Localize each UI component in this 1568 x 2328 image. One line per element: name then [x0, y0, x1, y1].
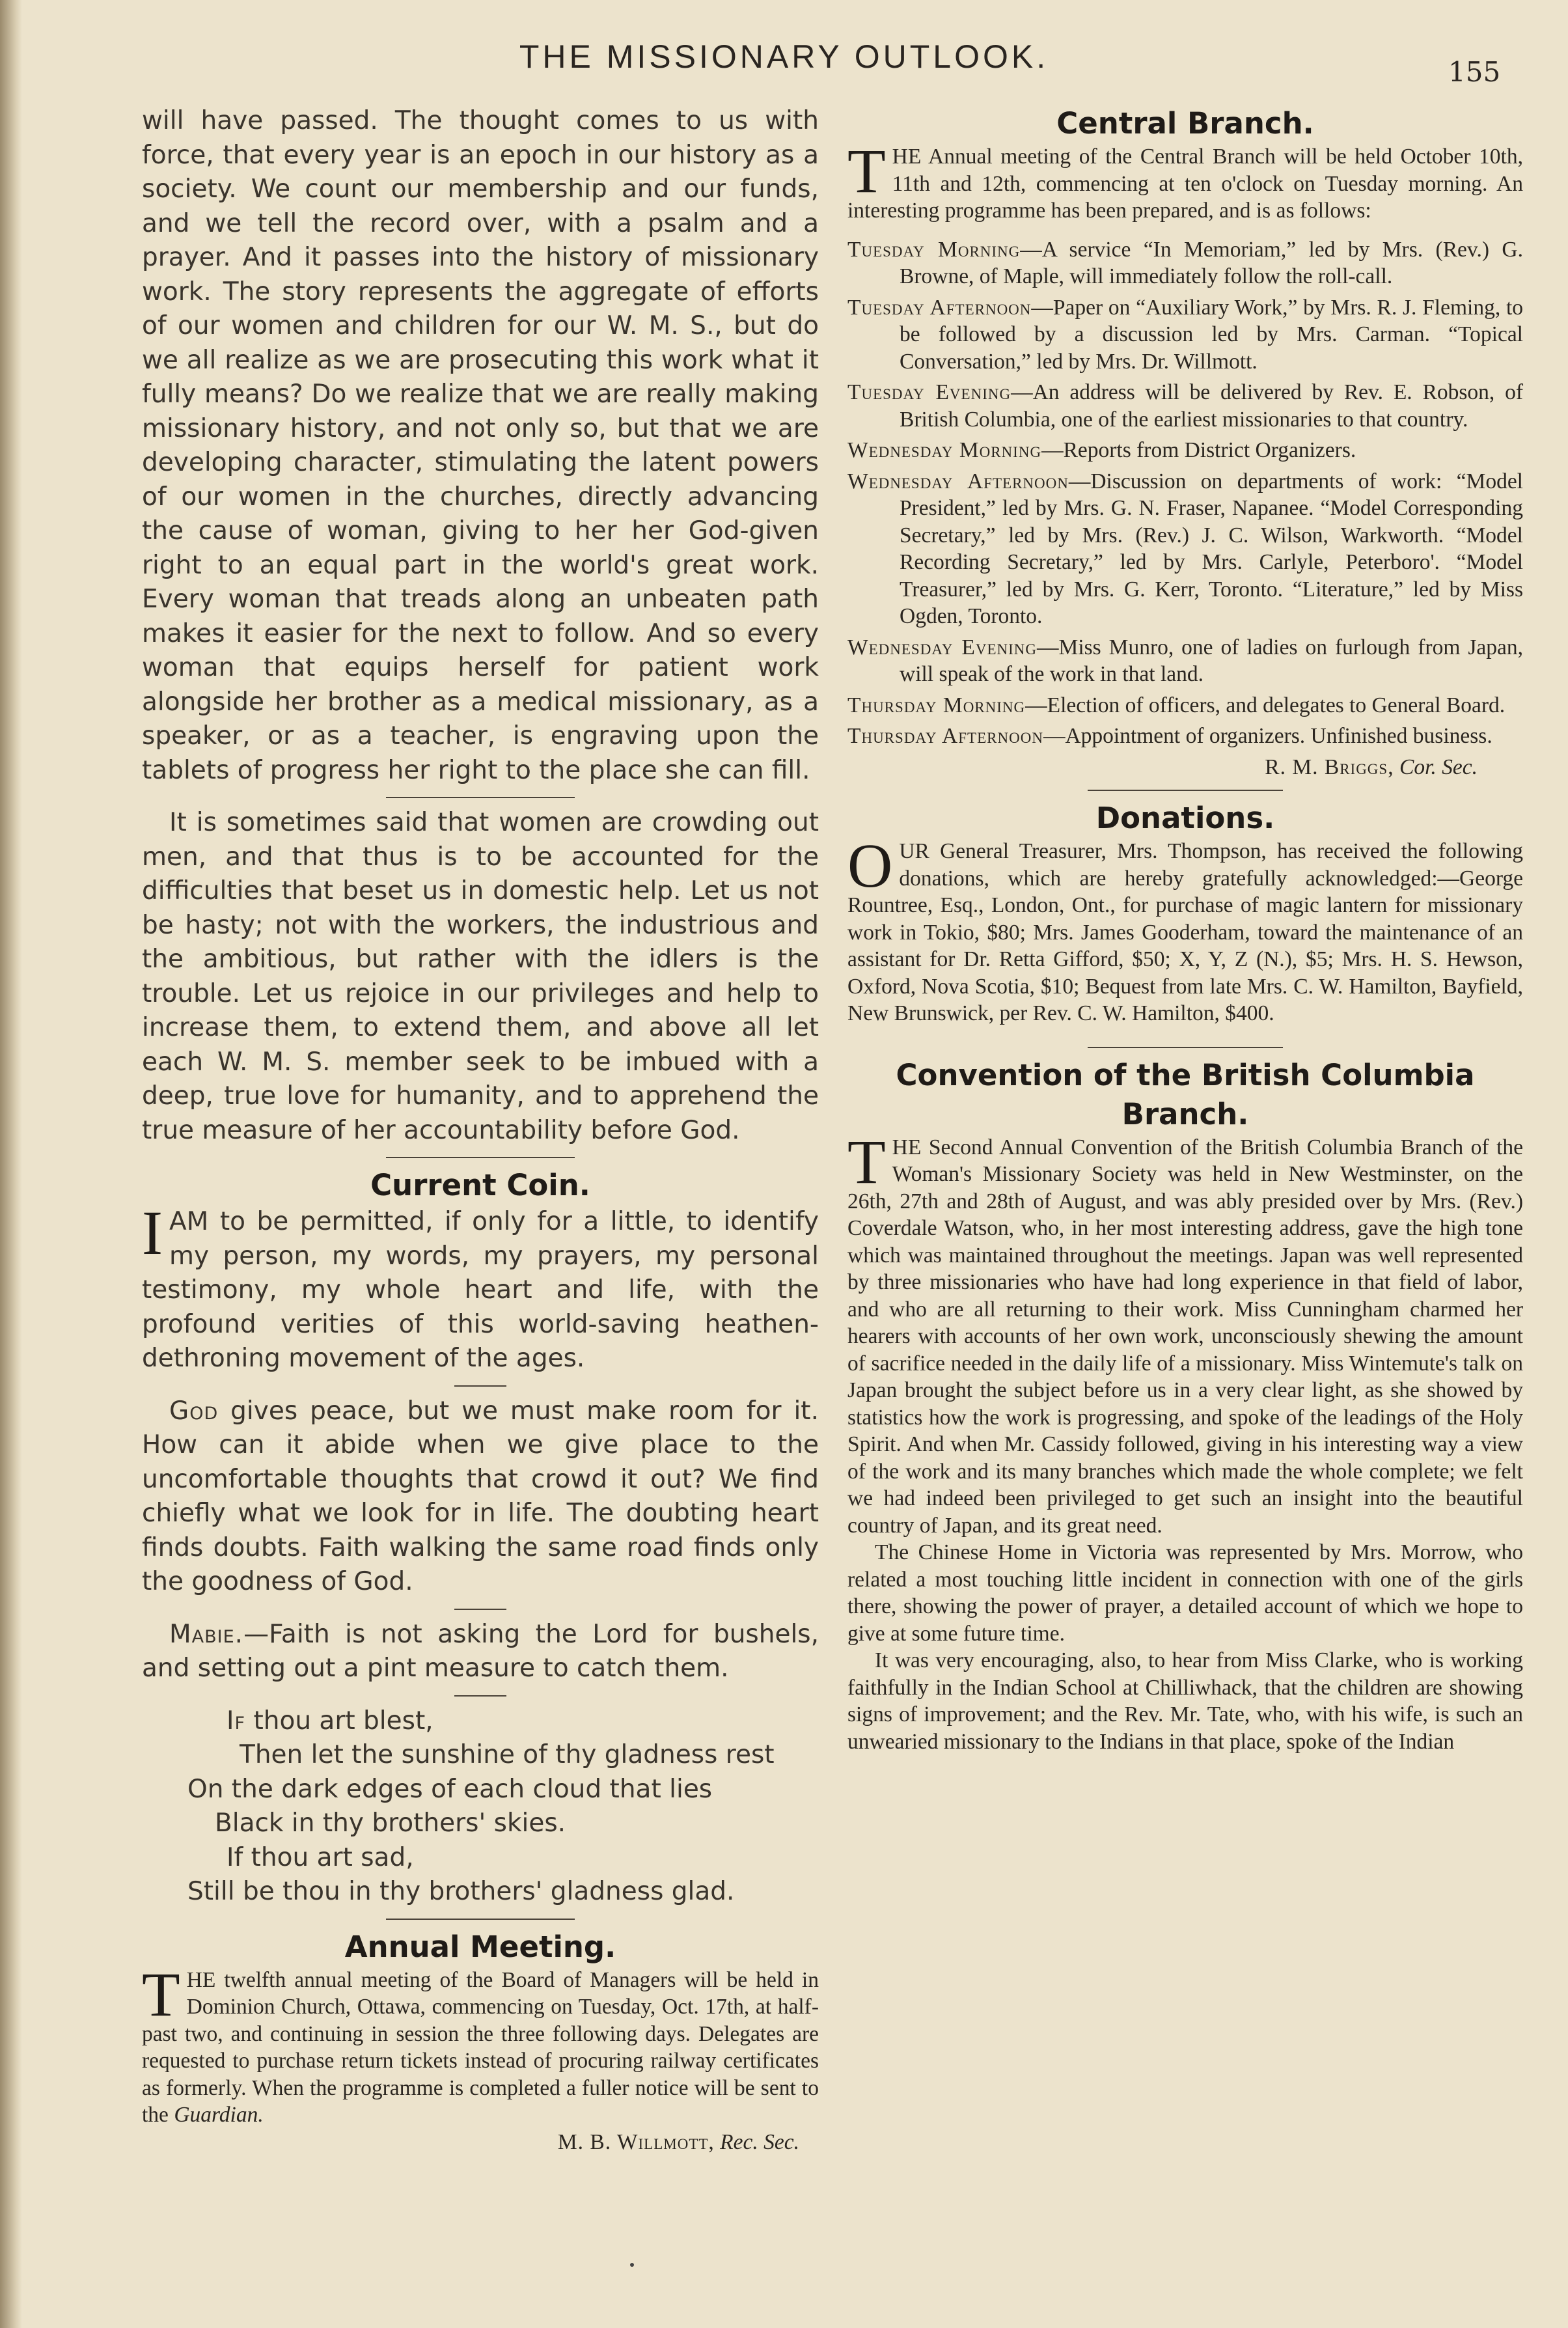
- printer-mark: [630, 2263, 634, 2267]
- section-divider: [386, 1919, 575, 1920]
- section-divider: [386, 797, 575, 798]
- central-branch-signature: R. M. Briggs, Cor. Sec.: [1265, 755, 1478, 779]
- program-item: Tuesday Evening—An address will be delivered by Rev. E. Robson, of British Columbia, one of the earliest missionaries to that country.: [847, 380, 1523, 432]
- program-item: Wednesday Morning—Reports from District Organizers.: [847, 438, 1356, 462]
- intro-paragraph-1: will have passed. The thought comes to us with force, that every year is an epoch in our history as a society. We count our membership and our funds, and we tell the record over, with a psalm and a prayer. And it passes into the history of missionary work. The story represents the aggregate of efforts of our women and children for our W. M. S., but do we all realize as we are prosecuting this work what it fully means? Do we realize that we are really making missionary history, and not only so, but that we are developing character, stimulating the latent powers of our women in the churches, directly advancing the cause of woman, giving to her her God-given right to an equal part in the world's great work. Every woman that treads along an unbeaten path makes it easier for the next to follow. And so every woman that equips herself for patient work alongside her brother as a medical missionary, as a speaker, or as a teacher, is engraving upon the tablets of progress her right to the place she can fill.: [142, 106, 819, 785]
- central-branch-heading: Central Branch.: [1056, 106, 1314, 141]
- donations-heading: Donations.: [1095, 801, 1275, 835]
- program-item: Tuesday Afternoon—Paper on “Auxiliary Work,” by Mrs. R. J. Fleming, to be followed by a discussion led by Mrs. Carman. “Topical Conversation,” led by Mrs. Dr. Willmott.: [847, 295, 1523, 374]
- drop-cap: O: [847, 831, 893, 900]
- convention-paragraph-1: THE Second Annual Convention of the British Columbia Branch of the Woman's Missionary Society was held in New Westminster, on the 26th, 27th and 28th of August, and was ably presided over by Mrs. (Rev.) Coverdale Watson, who, in her most interesting address, gave the high tone which was maintained throughout the meetings. Japan was well represented by three missionaries who have had long experience in that field of labor, and who are all returning to their work. Miss Cunningham charmed her hearers with accounts of her own work, unconsciously shewing the amount of sacrifice needed in the daily life of a missionary. Miss Wintemute's talk on Japan brought the subject before us in a very clear light, as she showed by statistics how the work is progressing, and spoke of the leadings of the Holy Spirit. And when Mr. Cassidy followed, giving in his interesting way a view of the work and its many branches which made the whole complete; we felt we had indeed been privileged to get such an insight into the beautiful country of Japan, and its great need.: [847, 1126, 1523, 1538]
- annual-meeting-paragraph: THE twelfth annual meeting of the Board of Managers will be held in Dominion Church, Ottawa, commencing on Tuesday, Oct. 17th, at half-past two, and continuing in session the three following days. Delegates are requested to purchase return tickets instead of procuring railway certificates as formerly. When the programme is completed a fuller notice will be sent to the Guardian.: [142, 1959, 819, 2127]
- section-divider: [1088, 1047, 1283, 1048]
- convention-paragraph-3: It was very encouraging, also, to hear from Miss Clarke, who is working faithfully in the Indian School at Chilliwhack, that the children are showing signs of improvement; and the Rev. Mr. Tate, who, with his wife, is such an unwearied missionary to the Indians in that place, spoke of the Indian: [847, 1648, 1523, 1754]
- intro-paragraph-2: It is sometimes said that women are crowding out men, and that thus is to be accounted for the difficulties that beset us in domestic help. Let us not be hasty; not with the workers, the industrious and the ambitious, but rather with the idlers is the trouble. Let us rejoice in our privileges and help to increase them, to extend them, and above all let each W. M. S. member seek to be imbued with a deep, true love for humanity, and to apprehend the true measure of her accountability before God.: [142, 808, 819, 1145]
- current-coin-paragraph-2: God gives peace, but we must make room for it. How can it abide when we give place to the uncomfortable thoughts that crowd it out? We find chiefly what we look for in life. The doubting heart finds doubts. Faith walking the same road finds only the goodness of God.: [142, 1396, 819, 1596]
- poem-line: Black in thy brothers' skies.: [215, 1808, 566, 1838]
- poem-line: If thou art blest,: [227, 1706, 433, 1736]
- program-item: Wednesday Evening—Miss Munro, one of ladies on furlough from Japan, will speak of the work in that land.: [847, 635, 1523, 686]
- program-item: Wednesday Afternoon—Discussion on departments of work: “Model President,” led by Mrs. G. N. Fraser, Napanee. “Model Corresponding Secretary,” led by Mrs. (Rev.) J. C. Wilson, Warkworth. “Model Recording Secretary,” led by Mrs. Carlyle, Peterboro'. “Model Treasurer,” led by Mrs. G. Kerr, Toronto. “Literature,” led by Miss Ogden, Toronto.: [847, 469, 1523, 628]
- page-number: 155: [1448, 56, 1501, 88]
- poem-line: Then let the sunshine of thy gladness rest: [240, 1740, 775, 1769]
- drop-cap: T: [847, 1126, 886, 1197]
- program-item: Thursday Morning—Election of officers, and delegates to General Board.: [847, 693, 1506, 717]
- convention-paragraph-2: The Chinese Home in Victoria was represented by Mrs. Morrow, who related a most touching little incident in connection with one of the girls there, showing the power of prayer, a detailed account of which we hope to give at some future time.: [847, 1540, 1523, 1646]
- short-divider: [454, 1385, 506, 1387]
- right-column: [847, 104, 1523, 1755]
- donations-paragraph: OUR General Treasurer, Mrs. Thompson, has received the following donations, which are hereby gratefully acknowledged:—George Rountree, Esq., London, Ont., for purchase of magic lantern for missionary work in Tokio, $80; Mrs. James Gooderham, toward the maintenance of an assistant for Dr. Retta Gifford, $50; X, Y, Z (N.), $5; Mrs. H. S. Hewson, Oxford, Nova Scotia, $10; Bequest from late Mrs. C. W. Hamilton, Bayfield, New Brunswick, per Rev. C. W. Hamilton, $400.: [847, 831, 1523, 1025]
- central-branch-intro: THE Annual meeting of the Central Branch will be held October 10th, 11th and 12th, commencing at ten o'clock on Tuesday morning. An interesting programme has been prepared, and is as follows:: [847, 136, 1523, 223]
- poem-line: Still be thou in thy brothers' gladness glad.: [187, 1877, 735, 1906]
- short-divider: [454, 1695, 506, 1697]
- current-coin-paragraph-3: Mabie.—Faith is not asking the Lord for bushels, and setting out a pint measure to catch them.: [142, 1619, 819, 1683]
- page-edge-shadow: [0, 0, 22, 2328]
- current-coin-paragraph-1: I AM to be permitted, if only for a little, to identify my person, my words, my prayers, my personal testimony, my whole heart and life, with the profound verities of this world-saving heathen-dethroning movement of the ages.: [142, 1198, 819, 1373]
- annual-meeting-signature: M. B. Willmott, Rec. Sec.: [557, 2129, 799, 2154]
- section-divider: [1088, 790, 1283, 791]
- annual-meeting-heading: Annual Meeting.: [344, 1929, 616, 1964]
- program-item: Tuesday Morning—A service “In Memoriam,” led by Mrs. (Rev.) G. Browne, of Maple, will immediately follow the roll-call.: [847, 237, 1523, 288]
- short-divider: [454, 1609, 506, 1610]
- drop-cap: I: [142, 1198, 163, 1268]
- drop-cap: T: [847, 136, 886, 206]
- section-divider: [386, 1157, 575, 1158]
- current-coin-heading: Current Coin.: [370, 1168, 590, 1202]
- drop-cap: T: [142, 1959, 180, 2029]
- left-column: [142, 104, 819, 2155]
- running-head: THE MISSIONARY OUTLOOK.: [519, 38, 1049, 75]
- program-item: Thursday Afternoon—Appointment of organizers. Unfinished business.: [847, 724, 1492, 748]
- poem-line: On the dark edges of each cloud that lies: [187, 1774, 713, 1804]
- poem: [142, 1704, 819, 1909]
- poem-line: If thou art sad,: [227, 1842, 414, 1872]
- convention-heading: Convention of the British Columbia Branch.: [896, 1057, 1475, 1131]
